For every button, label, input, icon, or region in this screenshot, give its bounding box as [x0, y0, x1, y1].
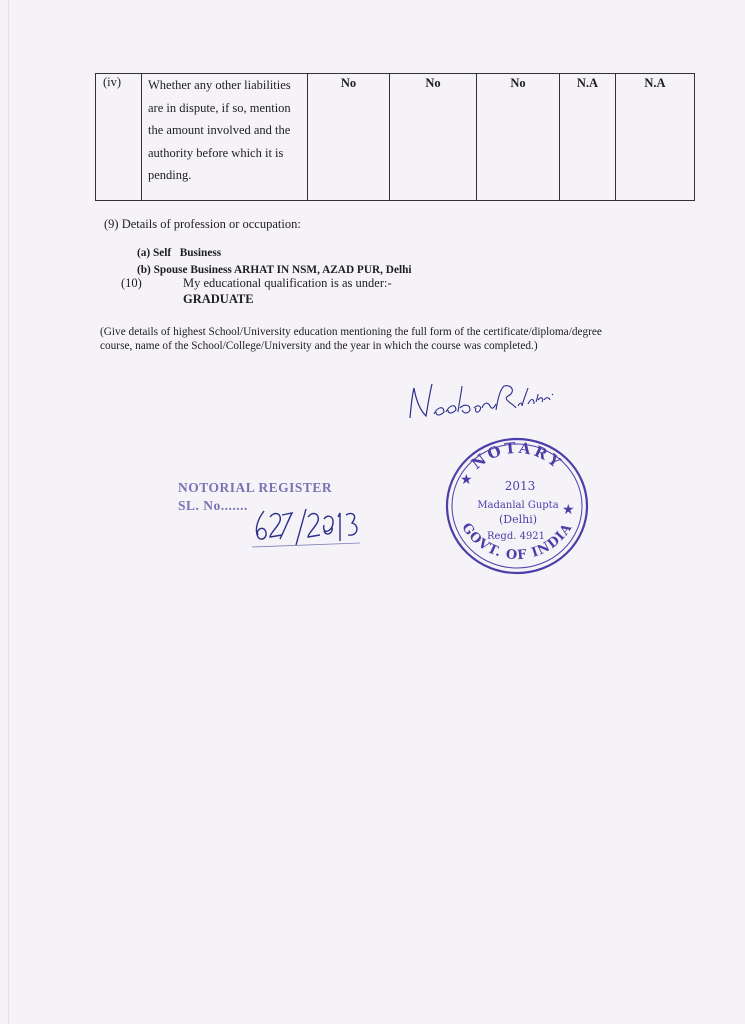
- register-handwritten-number: [250, 505, 370, 551]
- seal-top-text: NOTARY: [467, 438, 567, 474]
- qualification-value: GRADUATE: [183, 292, 254, 306]
- description-line: Whether any other liabilities: [148, 78, 291, 92]
- seal-name: Madanlal Gupta: [477, 500, 559, 511]
- svg-text:★: ★: [562, 502, 575, 518]
- note-line-1: (Give details of highest School/University education mentioning the full form of the certificate/diploma/degree: [100, 326, 602, 338]
- value-cell: No: [477, 74, 560, 201]
- self-label: (a) Self: [137, 247, 172, 259]
- register-stamp-line-1: NOTORIAL REGISTER: [178, 480, 333, 495]
- table-row: [96, 74, 695, 201]
- description-line: are in dispute, if so, mention: [148, 100, 291, 115]
- notary-seal: [444, 436, 590, 576]
- page-edge: [8, 0, 9, 1024]
- self-occupation: [137, 247, 221, 259]
- description-line: authority before which it is: [148, 145, 284, 160]
- value-cell: N.A: [616, 74, 695, 201]
- section-10-number: (10): [121, 276, 142, 290]
- svg-text:NOTARY: [468, 439, 566, 473]
- row-number: (iv): [96, 74, 142, 201]
- section-9-heading: (9) Details of profession or occupation:: [104, 217, 301, 231]
- spouse-value: Spouse Business ARHAT IN NSM, AZAD PUR, Delhi: [153, 264, 412, 276]
- value-cell: N.A: [560, 74, 616, 201]
- description-line: the amount involved and the: [148, 123, 291, 137]
- seal-place: (Delhi): [498, 513, 538, 526]
- seal-bottom-text: GOVT. OF INDIA: [458, 520, 576, 564]
- spouse-label: (b): [137, 264, 151, 276]
- note-line-2: course, name of the School/College/University and the year in which the course was completed.): [100, 340, 538, 352]
- liabilities-table: [95, 73, 695, 201]
- seal-regd: Regd. 4921: [486, 531, 546, 542]
- value-cell: No: [308, 74, 390, 201]
- self-value: Business: [179, 247, 222, 259]
- register-stamp-line-2: SL. No.......: [178, 498, 248, 513]
- svg-text:★: ★: [460, 472, 473, 488]
- signature: [404, 378, 564, 426]
- seal-year: 2013: [504, 479, 536, 493]
- spouse-occupation: [137, 264, 412, 276]
- row-description: [142, 74, 308, 201]
- value-cell: No: [390, 74, 477, 201]
- section-10-text: My educational qualification is as under:-: [183, 276, 392, 290]
- description-line: pending.: [148, 168, 192, 182]
